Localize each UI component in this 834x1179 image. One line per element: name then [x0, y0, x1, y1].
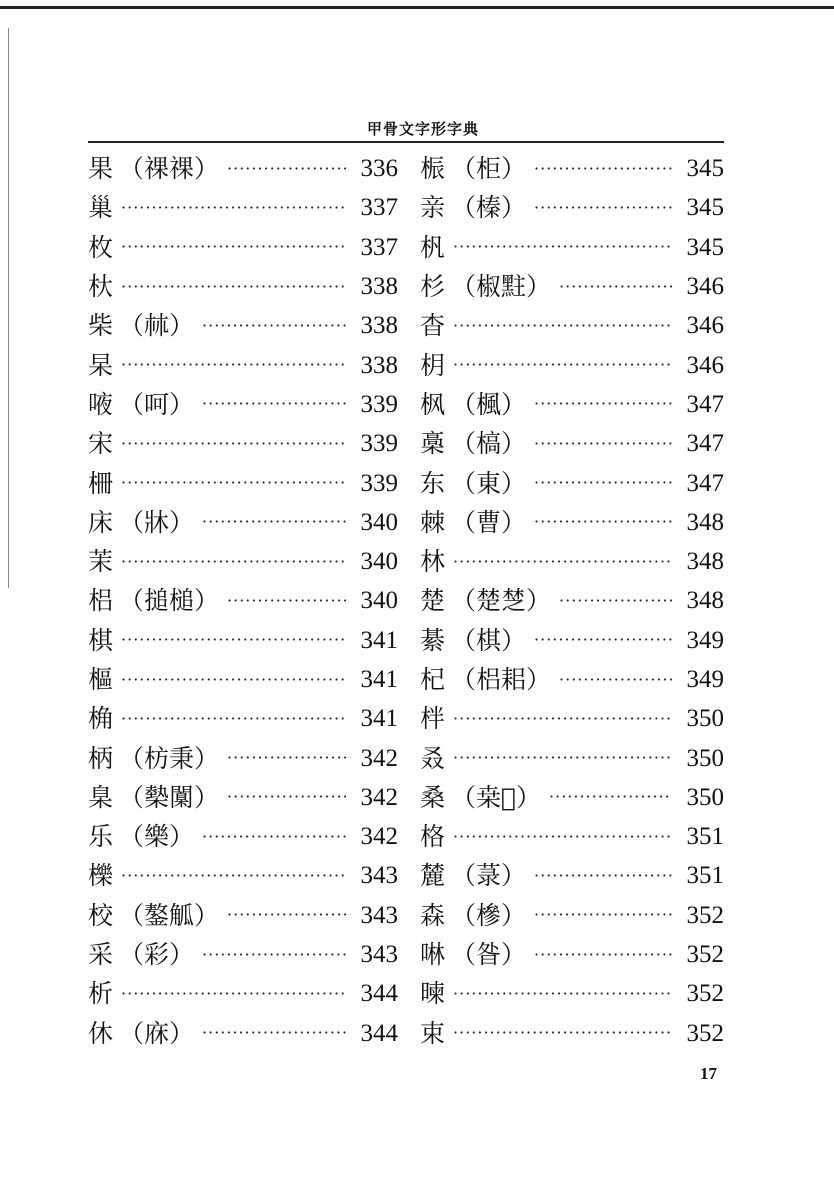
entry-page-number: 346 — [686, 273, 724, 301]
index-column-left — [88, 149, 398, 1053]
index-entry — [420, 306, 724, 345]
dot-leader — [121, 431, 346, 457]
entry-variant: （牀） — [119, 507, 195, 537]
dot-leader — [453, 981, 672, 1007]
index-entry — [420, 1014, 724, 1053]
entry-character: 櫟 — [88, 861, 114, 891]
index-entry — [88, 149, 398, 188]
index-entry — [88, 228, 398, 267]
entry-page-number: 338 — [360, 312, 398, 340]
entry-character: 柄 — [88, 743, 114, 773]
entry-page-number: 346 — [686, 312, 724, 340]
dot-leader — [534, 863, 672, 889]
page-edge-line — [8, 28, 9, 588]
entry-page-number: 337 — [360, 194, 398, 222]
entry-variant: （樂） — [119, 822, 195, 852]
index-entry — [88, 738, 398, 777]
dot-leader — [534, 509, 672, 535]
entry-page-number: 339 — [360, 430, 398, 458]
index-entry — [420, 660, 724, 699]
index-entry — [420, 503, 724, 542]
entry-character: 林 — [420, 547, 446, 577]
dot-leader — [227, 784, 346, 810]
entry-page-number: 337 — [360, 233, 398, 261]
entry-variant: （菉） — [451, 861, 527, 891]
entry-character: 束 — [420, 1018, 446, 1048]
dot-leader — [453, 706, 672, 732]
index-entry — [420, 778, 724, 817]
entry-character: 枚 — [88, 232, 114, 262]
index-entry — [88, 1014, 398, 1053]
dot-leader — [453, 824, 672, 850]
entry-page-number: 348 — [686, 548, 724, 576]
entry-page-number: 341 — [360, 705, 398, 733]
entry-variant: （椒𪐴） — [451, 272, 552, 302]
entry-character: 臬 — [88, 782, 114, 812]
entry-character: 樞 — [88, 665, 114, 694]
entry-variant: （彩） — [119, 940, 195, 970]
entry-character: 杲 — [88, 350, 114, 380]
index-entry — [420, 935, 724, 974]
index-entry — [88, 974, 398, 1013]
entry-page-number: 345 — [686, 194, 724, 222]
entry-variant: （楚椘） — [451, 586, 552, 616]
entry-page-number: 350 — [686, 744, 724, 772]
entry-page-number: 350 — [686, 705, 724, 733]
entry-character: 格 — [420, 822, 446, 852]
index-entry — [88, 463, 398, 502]
dot-leader — [202, 391, 346, 417]
entry-character: 杋 — [420, 232, 446, 262]
entry-variant: （槮） — [451, 900, 527, 930]
entry-character: 棋 — [88, 625, 114, 655]
entry-page-number: 344 — [360, 1019, 398, 1047]
entry-character: 采 — [88, 940, 114, 970]
entry-character: 綦 — [420, 625, 446, 655]
dot-leader — [453, 549, 672, 575]
dot-leader — [549, 784, 672, 810]
index-entry — [88, 385, 398, 424]
entry-character: 茉 — [88, 547, 114, 577]
entry-page-number: 348 — [686, 508, 724, 536]
entry-page-number: 349 — [686, 666, 724, 693]
index-entry — [88, 660, 398, 699]
header-rule — [88, 141, 724, 143]
index-entry — [420, 621, 724, 660]
entry-character: 叒 — [420, 743, 446, 773]
entry-character: 杉 — [420, 272, 446, 302]
entry-page-number: 343 — [360, 901, 398, 929]
dot-leader — [121, 352, 346, 378]
entry-variant: （搥槌） — [119, 586, 220, 616]
entry-page-number: 339 — [360, 469, 398, 497]
entry-variant: （𣏟） — [119, 311, 195, 341]
entry-page-number: 350 — [686, 783, 724, 811]
dot-leader — [534, 391, 672, 417]
index-entry — [88, 581, 398, 620]
entry-page-number: 352 — [686, 980, 724, 1008]
index-entry — [88, 856, 398, 895]
dot-leader — [121, 274, 346, 300]
entry-character: 麓 — [420, 861, 446, 891]
index-entry — [88, 699, 398, 738]
entry-page-number: 343 — [360, 862, 398, 890]
entry-variant: （鏊觚） — [119, 900, 220, 930]
index-entry — [420, 738, 724, 777]
entry-page-number: 339 — [360, 390, 398, 418]
index-entry — [88, 503, 398, 542]
entry-character: 床 — [88, 507, 114, 537]
entry-character: 梠 — [88, 586, 114, 616]
entry-page-number: 352 — [686, 941, 724, 969]
dot-leader — [227, 902, 346, 928]
entry-page-number: 352 — [686, 901, 724, 929]
entry-variant: （槷闑） — [119, 782, 220, 812]
entry-page-number: 341 — [360, 626, 398, 654]
entry-character: 柴 — [88, 311, 114, 341]
entry-page-number: 340 — [360, 508, 398, 536]
entry-page-number: 342 — [360, 823, 398, 851]
index-entry — [88, 306, 398, 345]
entry-character: 槀 — [420, 429, 446, 459]
index-entry — [420, 699, 724, 738]
dot-leader — [202, 509, 346, 535]
entry-page-number: 338 — [360, 351, 398, 379]
entry-character: 宋 — [88, 429, 114, 459]
dot-leader — [453, 313, 672, 339]
index-entry — [420, 385, 724, 424]
index-entry — [420, 856, 724, 895]
index-entry — [420, 581, 724, 620]
top-border-rule — [0, 6, 834, 9]
entry-character: 㖡 — [88, 389, 114, 419]
dot-leader — [121, 981, 346, 1007]
dot-leader — [121, 470, 346, 496]
index-entry — [420, 267, 724, 306]
dot-leader — [227, 588, 346, 614]
entry-character: 桷 — [88, 704, 114, 734]
dot-leader — [227, 745, 346, 771]
index-entry — [88, 935, 398, 974]
index-entry — [420, 149, 724, 188]
entry-variant: （東） — [451, 468, 527, 498]
index-entry — [88, 542, 398, 581]
entry-character: 楚 — [420, 586, 446, 616]
dot-leader — [227, 156, 346, 182]
entry-variant: （枋秉） — [119, 743, 220, 773]
entry-page-number: 336 — [360, 155, 398, 183]
entry-character: 暕 — [420, 979, 446, 1009]
dot-leader — [534, 470, 672, 496]
dot-leader — [202, 313, 346, 339]
dot-leader — [534, 942, 672, 968]
entry-page-number: 352 — [686, 1019, 724, 1047]
entry-page-number: 342 — [360, 744, 398, 772]
entry-variant: （昝） — [451, 940, 527, 970]
entry-page-number: 349 — [686, 626, 724, 654]
index-entry — [420, 228, 724, 267]
entry-character: 乐 — [88, 822, 114, 852]
entry-character: 桭 — [420, 154, 446, 184]
entry-character: 棘 — [420, 507, 446, 537]
entry-page-number: 345 — [686, 155, 724, 183]
entry-page-number: 351 — [686, 823, 724, 851]
entry-variant: （槁） — [451, 429, 527, 459]
dot-leader — [534, 156, 672, 182]
index-entry — [420, 345, 724, 384]
index-entry — [420, 463, 724, 502]
entry-page-number: 340 — [360, 587, 398, 615]
index-entry — [420, 542, 724, 581]
index-entry — [420, 896, 724, 935]
dot-leader — [559, 274, 672, 300]
index-entry — [420, 188, 724, 227]
entry-character: 枂 — [420, 350, 446, 380]
entry-page-number: 338 — [360, 273, 398, 301]
entry-character: 果 — [88, 154, 114, 184]
dot-leader — [534, 431, 672, 457]
dot-leader — [453, 352, 672, 378]
entry-page-number: 351 — [686, 862, 724, 890]
index-entry — [420, 424, 724, 463]
entry-variant: （呵） — [119, 389, 195, 419]
entry-variant: （曹） — [451, 507, 527, 537]
dot-leader — [121, 667, 346, 693]
dot-leader — [453, 234, 672, 260]
entry-page-number: 340 — [360, 548, 398, 576]
dot-leader — [121, 195, 346, 221]
dot-leader — [534, 627, 672, 653]
entry-variant: （桒𠄫） — [451, 782, 542, 812]
entry-character: 巢 — [88, 193, 114, 223]
entry-character: 休 — [88, 1018, 114, 1048]
entry-page-number: 345 — [686, 233, 724, 261]
index-entry — [88, 188, 398, 227]
dot-leader — [202, 942, 346, 968]
index-entry — [88, 267, 398, 306]
entry-page-number: 347 — [686, 390, 724, 418]
index-entry — [88, 424, 398, 463]
index-entry — [88, 817, 398, 856]
entry-character: 枫 — [420, 389, 446, 419]
entry-character: 柵 — [88, 468, 114, 498]
entry-page-number: 346 — [686, 351, 724, 379]
dot-leader — [534, 195, 672, 221]
entry-character: 析 — [88, 979, 114, 1009]
dot-leader — [121, 706, 346, 732]
entry-character: 杳 — [420, 311, 446, 341]
dot-leader — [121, 234, 346, 260]
entry-page-number: 342 — [360, 783, 398, 811]
index-entry — [88, 621, 398, 660]
dot-leader — [202, 1020, 346, 1046]
entry-character: 啉 — [420, 940, 446, 970]
page-header-title: 甲骨文字形字典 — [366, 120, 479, 138]
entry-page-number: 347 — [686, 469, 724, 497]
dot-leader — [121, 863, 346, 889]
entry-variant: （楓） — [451, 389, 527, 419]
entry-variant: （柜） — [451, 154, 527, 184]
entry-variant: （榛） — [451, 193, 527, 223]
entry-variant: （梠耜） — [451, 665, 552, 694]
entry-character: 杞 — [420, 665, 446, 694]
dot-leader — [559, 667, 672, 693]
dot-leader — [202, 824, 346, 850]
entry-character: 桑 — [420, 782, 446, 812]
dot-leader — [453, 1020, 672, 1046]
entry-page-number: 341 — [360, 666, 398, 693]
dot-leader — [121, 627, 346, 653]
index-entry — [88, 345, 398, 384]
entry-character: 东 — [420, 468, 446, 498]
entry-variant: （祼祼） — [119, 154, 220, 184]
entry-character: 森 — [420, 900, 446, 930]
index-entry — [420, 817, 724, 856]
entry-variant: （棋） — [451, 625, 527, 655]
index-entry — [88, 896, 398, 935]
entry-character: 杕 — [88, 272, 114, 302]
entry-character: 亲 — [420, 193, 446, 223]
entry-page-number: 343 — [360, 941, 398, 969]
dot-leader — [121, 549, 346, 575]
entry-character: 柈 — [420, 704, 446, 734]
dot-leader — [534, 902, 672, 928]
entry-page-number: 348 — [686, 587, 724, 615]
entry-page-number: 347 — [686, 430, 724, 458]
entry-character: 校 — [88, 900, 114, 930]
entry-variant: （庥） — [119, 1018, 195, 1048]
index-entry — [88, 778, 398, 817]
dot-leader — [559, 588, 672, 614]
page-number: 17 — [700, 1064, 717, 1083]
entry-page-number: 344 — [360, 980, 398, 1008]
index-column-right — [420, 149, 724, 1053]
dot-leader — [453, 745, 672, 771]
index-entry — [420, 974, 724, 1013]
